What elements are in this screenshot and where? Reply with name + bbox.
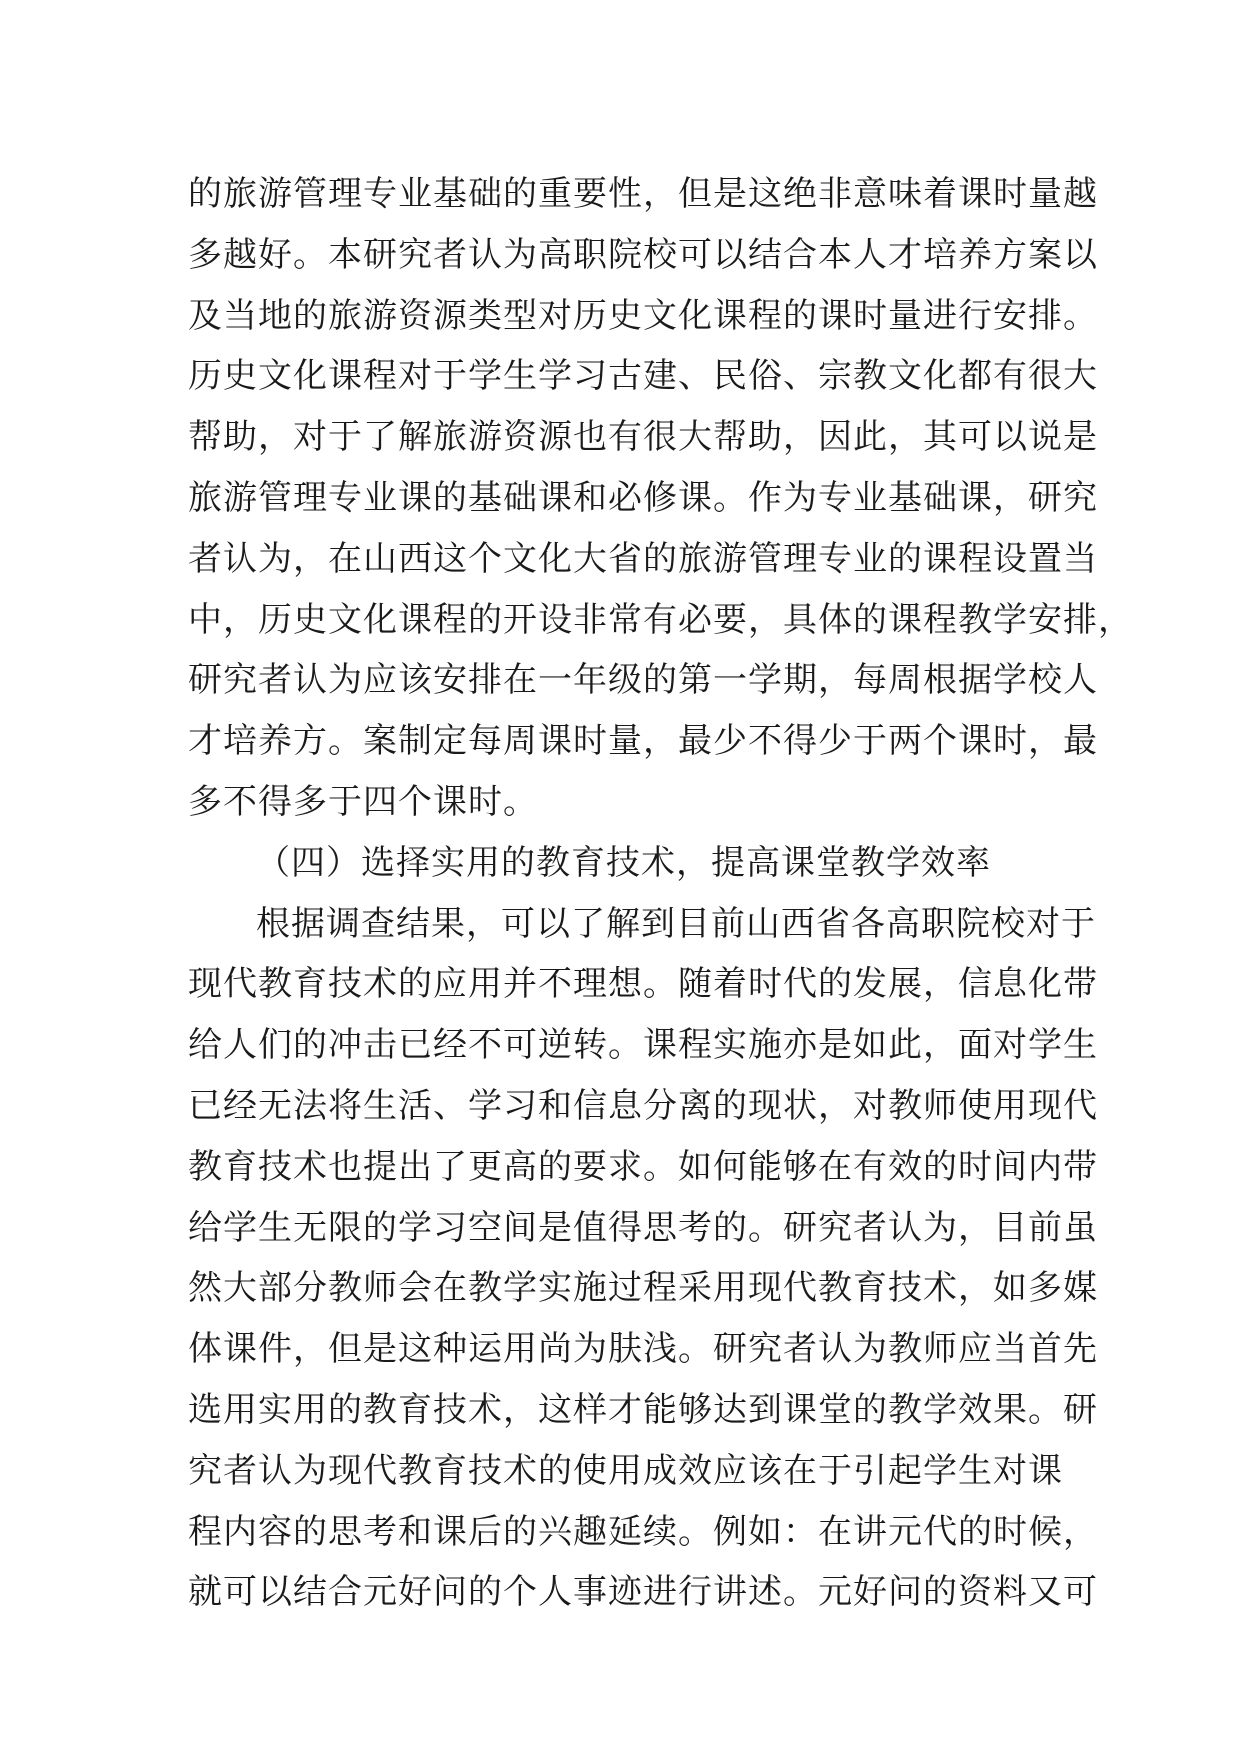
paragraph-line: 给人们的冲击已经不可逆转。课程实施亦是如此，面对学生 — [188, 1025, 1098, 1066]
paragraph-line: 中，历史文化课程的开设非常有必要，具体的课程教学安排， — [188, 599, 1133, 640]
paragraph-line: 多越好。本研究者认为高职院校可以结合本人才培养方案以 — [188, 234, 1098, 275]
paragraph-line: 及当地的旅游资源类型对历史文化课程的课时量进行安排。 — [188, 295, 1098, 336]
section-heading: （四）选择实用的教育技术，提高课堂教学效率 — [256, 842, 991, 883]
paragraph-line: 的旅游管理专业基础的重要性，但是这绝非意味着课时量越 — [188, 174, 1098, 214]
paragraph-line: 多不得多于四个课时。 — [188, 781, 538, 822]
paragraph-line: 教育技术也提出了更高的要求。如何能够在有效的时间内带 — [188, 1146, 1098, 1187]
paragraph-line: 已经无法将生活、学习和信息分离的现状，对教师使用现代 — [188, 1085, 1098, 1126]
paragraph-line: 体课件，但是这种运用尚为肤浅。研究者认为教师应当首先 — [188, 1329, 1098, 1370]
paragraph-line: 选用实用的教育技术，这样才能够达到课堂的教学效果。研 — [188, 1389, 1098, 1430]
paragraph-line: 历史文化课程对于学生学习古建、民俗、宗教文化都有很大 — [188, 356, 1098, 397]
document-body — [188, 164, 1133, 1623]
paragraph-line: 者认为，在山西这个文化大省的旅游管理专业的课程设置当 — [188, 538, 1098, 579]
paragraph-line: 帮助，对于了解旅游资源也有很大帮助，因此，其可以说是 — [188, 417, 1098, 458]
paragraph-line: 才培养方。案制定每周课时量，最少不得少于两个课时，最 — [188, 721, 1098, 762]
paragraph-line: 究者认为现代教育技术的使用成效应该在于引起学生对课 — [188, 1450, 1063, 1491]
paragraph-line: 然大部分教师会在教学实施过程采用现代教育技术，如多媒 — [188, 1268, 1098, 1309]
paragraph-line: 旅游管理专业课的基础课和必修课。作为专业基础课，研究 — [188, 477, 1098, 518]
paragraph-line: 根据调查结果，可以了解到目前山西省各高职院校对于 — [256, 903, 1096, 944]
paragraph-line: 给学生无限的学习空间是值得思考的。研究者认为，目前虽 — [188, 1207, 1098, 1248]
paragraph-line: 现代教育技术的应用并不理想。随着时代的发展，信息化带 — [188, 964, 1098, 1005]
paragraph-line: 研究者认为应该安排在一年级的第一学期，每周根据学校人 — [188, 660, 1098, 701]
paragraph-line: 程内容的思考和课后的兴趣延续。例如：在讲元代的时候， — [188, 1511, 1098, 1552]
paragraph-line: 就可以结合元好问的个人事迹进行讲述。元好问的资料又可 — [188, 1572, 1098, 1613]
